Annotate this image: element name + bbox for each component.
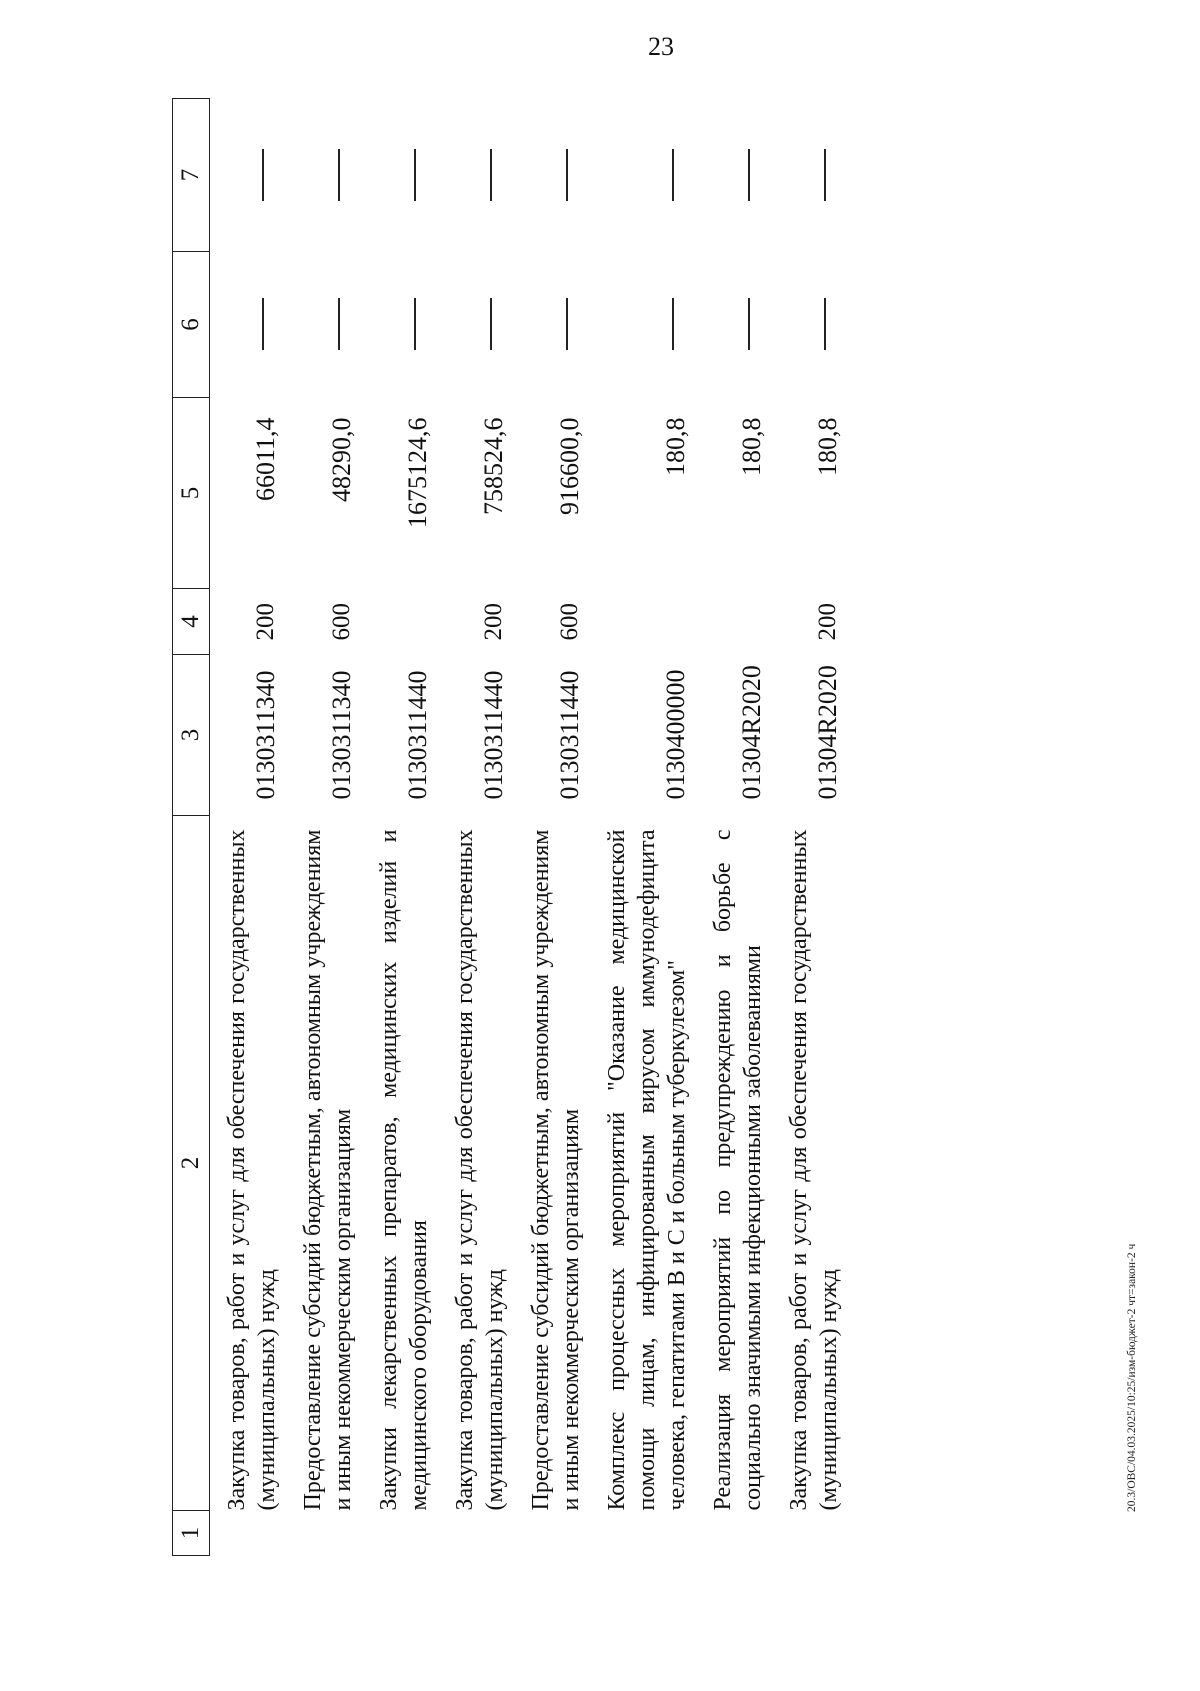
col6-dash-cell	[514, 252, 590, 398]
col7-dash-cell	[514, 99, 590, 252]
target-code-cell: 0130311440	[555, 670, 584, 800]
target-code-cell: 01304R2020	[813, 665, 842, 800]
header-col-1: 1	[173, 1511, 210, 1556]
table-row	[696, 99, 772, 1556]
dash-mark	[490, 299, 492, 351]
expense-type-cell	[362, 589, 438, 655]
dash-mark	[824, 299, 826, 351]
expense-type-cell	[590, 589, 696, 655]
col6-dash-cell	[696, 252, 772, 398]
expense-type-cell: 200	[814, 603, 841, 641]
table-row	[514, 99, 590, 1556]
budget-table	[172, 98, 848, 1556]
expense-type-cell: 200	[480, 603, 507, 641]
col6-dash-cell	[438, 252, 514, 398]
dash-mark	[262, 299, 264, 351]
expense-name-cell: Предоставление субсидий бюджетным, автономным учреждениям и иным некоммерческим организациям	[300, 829, 356, 1511]
expense-name-cell: Закупка товаров, работ и услуг для обеспечения государственных (муниципальных) нужд	[786, 829, 842, 1511]
expense-name-cell: Закупка товаров, работ и услуг для обеспечения государственных (муниципальных) нужд	[224, 829, 280, 1511]
row-col1-cell	[696, 1511, 772, 1556]
col7-dash-cell	[590, 99, 696, 252]
header-col-5: 5	[173, 398, 210, 589]
col6-dash-cell	[772, 252, 848, 398]
col6-dash-cell	[286, 252, 362, 398]
table-row	[210, 99, 287, 1556]
table-row	[362, 99, 438, 1556]
table-row	[772, 99, 848, 1556]
expense-type-cell: 600	[328, 603, 355, 641]
row-col1-cell	[590, 1511, 696, 1556]
col6-dash-cell	[210, 252, 287, 398]
amount-cell: 180,8	[661, 417, 690, 476]
dash-mark	[338, 149, 340, 201]
col7-dash-cell	[772, 99, 848, 252]
expense-name-cell: Закупки лекарственных препаратов, медицинских изделий и медицинского оборудования	[376, 829, 432, 1511]
row-col1-cell	[772, 1511, 848, 1556]
header-col-7: 7	[173, 99, 210, 252]
amount-cell: 1675124,6	[403, 417, 432, 528]
footer-code-text: 20.3/ОВС/04.03.2025/10:25/изм-бюджет-2 чт=закон-2 ч	[1126, 1243, 1138, 1512]
expense-name-cell: Комплекс процессных мероприятий "Оказание медицинской помощи лицам, инфицированным вирусом иммунодефицита человека, гепатитами B и C и больным туберкулезом"	[604, 829, 690, 1511]
amount-cell: 180,8	[737, 417, 766, 476]
col6-dash-cell	[590, 252, 696, 398]
col7-dash-cell	[362, 99, 438, 252]
expense-name-cell: Реализация мероприятий по предупреждению и борьбе с социально значимыми инфекционными заболеваниями	[710, 829, 766, 1511]
target-code-cell: 0130311440	[403, 670, 432, 800]
col7-dash-cell	[696, 99, 772, 252]
row-col1-cell	[438, 1511, 514, 1556]
table-row	[438, 99, 514, 1556]
target-code-cell: 0130311440	[479, 670, 508, 800]
page-number: 23	[648, 32, 674, 61]
dash-mark	[414, 299, 416, 351]
expense-type-cell: 600	[556, 603, 583, 641]
amount-cell: 48290,0	[327, 417, 356, 502]
header-col-4: 4	[173, 589, 210, 655]
dash-mark	[338, 299, 340, 351]
col7-dash-cell	[286, 99, 362, 252]
target-code-cell: 01304R2020	[737, 665, 766, 800]
dash-mark	[672, 149, 674, 201]
col6-dash-cell	[362, 252, 438, 398]
col7-dash-cell	[210, 99, 287, 252]
amount-cell: 180,8	[813, 417, 842, 476]
row-col1-cell	[210, 1511, 287, 1556]
dash-mark	[672, 299, 674, 351]
target-code-cell: 0130311340	[251, 670, 280, 800]
dash-mark	[414, 149, 416, 201]
dash-mark	[824, 149, 826, 201]
amount-cell: 916600,0	[555, 417, 584, 515]
table-header-row	[173, 99, 210, 1556]
row-col1-cell	[286, 1511, 362, 1556]
budget-table-rotated	[172, 106, 848, 1556]
target-code-cell: 0130400000	[661, 669, 690, 800]
table-row	[286, 99, 362, 1556]
expense-name-cell: Предоставление субсидий бюджетным, автономным учреждениям и иным некоммерческим организациям	[528, 829, 584, 1511]
table-row	[590, 99, 696, 1556]
target-code-cell: 0130311340	[327, 670, 356, 800]
amount-cell: 758524,6	[479, 417, 508, 515]
expense-type-cell: 200	[252, 603, 279, 641]
header-col-3: 3	[173, 655, 210, 816]
dash-mark	[490, 149, 492, 201]
dash-mark	[748, 149, 750, 201]
amount-cell: 66011,4	[251, 417, 280, 502]
header-col-2: 2	[173, 816, 210, 1511]
expense-type-cell	[696, 589, 772, 655]
document-footer-code	[1126, 112, 1138, 1512]
row-col1-cell	[362, 1511, 438, 1556]
header-col-6: 6	[173, 252, 210, 398]
expense-name-cell: Закупка товаров, работ и услуг для обеспечения государственных (муниципальных) нужд	[452, 829, 508, 1511]
col7-dash-cell	[438, 99, 514, 252]
dash-mark	[748, 299, 750, 351]
dash-mark	[566, 149, 568, 201]
row-col1-cell	[514, 1511, 590, 1556]
dash-mark	[262, 149, 264, 201]
dash-mark	[566, 299, 568, 351]
